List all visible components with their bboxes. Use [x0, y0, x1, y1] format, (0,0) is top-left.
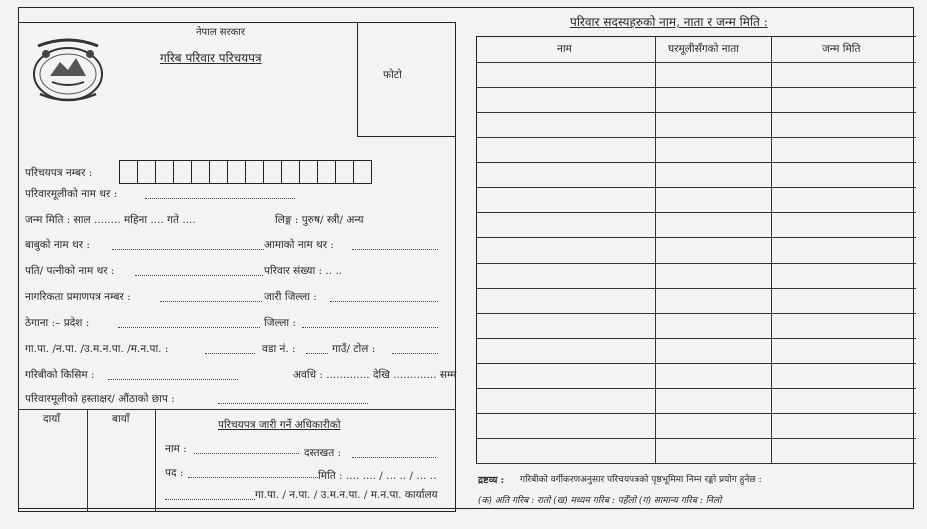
note-text: गरिबीको वर्गीकरणअनुसार परिचयपत्रको पृष्ठभूमिमा निम्न रङ्को प्रयोग हुनेछ : — [520, 475, 762, 485]
citizenship-line — [160, 301, 262, 302]
father-name-label: बाबुको नाम थर : — [25, 239, 90, 251]
poverty-type-label: गरिबीको किसिम : — [25, 369, 95, 381]
table-row-line — [476, 288, 916, 289]
color-legend: (क) अति गरिब : रातो (ख) मध्यम गरिब : पहेँलो (ग) सामान्य गरिब : निलो — [478, 496, 722, 506]
validity-label: अवधि : ............. देखि ............. सम्म — [293, 369, 457, 381]
issuer-name-line — [194, 453, 299, 454]
table-row-line — [476, 62, 916, 63]
thumb-right-label: दायाँ — [43, 413, 61, 425]
photo-label: फोटो — [383, 69, 402, 81]
table-row-line — [476, 187, 916, 188]
table-row-line — [476, 388, 916, 389]
issuer-office-line — [165, 499, 255, 500]
issuer-name-label: नाम : — [165, 443, 187, 455]
mother-name-label: आमाको नाम थर : — [264, 239, 334, 251]
head-name-label: परिवारमूलीको नाम थर : — [25, 188, 118, 200]
table-row-line — [476, 237, 916, 238]
bottom-divider — [18, 409, 456, 410]
district-line — [302, 327, 438, 328]
issuer-post-label: पद : — [165, 467, 184, 479]
col-divider-1 — [655, 36, 656, 463]
table-row-line — [476, 438, 916, 439]
table-row-line — [476, 112, 916, 113]
table-row-line — [476, 263, 916, 264]
signature-label: परिवारमूलीको हस्ताक्षर/ औंठाको छाप : — [25, 393, 175, 405]
issuer-signature-label: दस्तखत : — [304, 447, 342, 459]
ward-tole-line — [392, 353, 438, 354]
government-label: नेपाल सरकार — [196, 27, 245, 38]
table-row-line — [476, 363, 916, 364]
province-label: ठेगाना :– प्रदेश : — [25, 317, 90, 329]
issuer-date-label: मिति : .... .... / ... .. / ... .. — [318, 470, 437, 482]
district-label: जिल्ला : — [264, 317, 296, 329]
table-row-line — [476, 87, 916, 88]
card-title: गरिब परिवार परिचयपत्र — [160, 51, 262, 65]
members-table-border — [476, 36, 916, 463]
spouse-name-label: पति/ पत्नीको नाम थर : — [25, 265, 115, 277]
photo-box — [357, 22, 456, 137]
dob-label: जन्म मिति : साल ........ महिना .... गते .... — [25, 214, 196, 226]
ward-tole-label: गाउँ/ टोल : — [332, 343, 376, 355]
nepal-emblem-icon — [28, 36, 108, 104]
table-row-line — [476, 413, 916, 414]
mother-name-line — [352, 249, 438, 250]
issuer-post-line — [188, 477, 318, 478]
head-name-line — [145, 198, 295, 199]
issuer-signature-line — [352, 457, 436, 458]
thumb-left-label: बायाँ — [112, 413, 130, 425]
table-row-line — [476, 137, 916, 138]
signature-line — [218, 403, 368, 404]
citizenship-label: नागरिकता प्रमाणपत्र नम्बर : — [25, 291, 131, 303]
issuing-district-label: जारी जिल्ला : — [264, 291, 317, 303]
col-header-name: नाम — [557, 43, 572, 55]
thumb-divider — [87, 409, 88, 512]
issuer-divider — [155, 409, 156, 512]
father-name-line — [112, 249, 264, 250]
gender-label: लिङ्ग : पुरुष/ स्त्री/ अन्य — [275, 214, 364, 226]
ward-no-line — [306, 353, 328, 354]
issuer-office-label: गा.पा. / न.पा. / उ.म.न.पा. / म.न.पा. कार्यालय — [255, 489, 438, 501]
table-row-line — [476, 212, 916, 213]
issuer-title: परिचयपत्र जारी गर्ने अधिकारीको — [218, 419, 341, 431]
issuing-district-line — [330, 301, 438, 302]
col-header-relation: घरमूलीसँगको नाता — [668, 43, 739, 55]
note-label: द्रष्टव्य : — [478, 475, 505, 486]
col-divider-2 — [771, 36, 772, 463]
table-row-line — [476, 463, 916, 464]
table-row-line — [476, 162, 916, 163]
table-row-line — [476, 338, 916, 339]
members-table-title: परिवार सदस्यहरुको नाम, नाता र जन्म मिति : — [570, 15, 768, 29]
municipality-line — [205, 353, 255, 354]
family-size-label: परिवार संख्या : .. .. — [264, 265, 343, 277]
card-number-label: परिचयपत्र नम्बर : — [25, 167, 93, 179]
municipality-label: गा.पा. /न.पा. /उ.म.न.पा. /म.न.पा. : — [25, 343, 169, 355]
poverty-type-line — [108, 379, 238, 380]
table-row-line — [476, 313, 916, 314]
col-header-dob: जन्म मिति — [822, 43, 861, 55]
province-line — [118, 327, 260, 328]
spouse-name-line — [135, 275, 263, 276]
ward-no-label: वडा नं. : — [262, 343, 296, 355]
